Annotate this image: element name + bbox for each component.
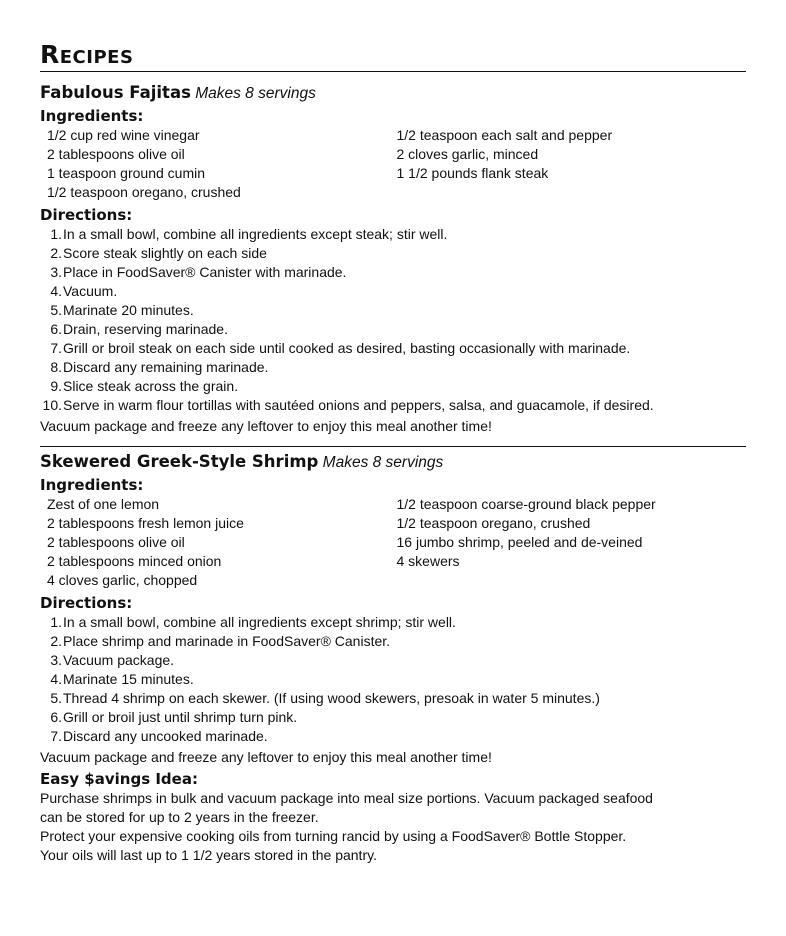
step-number: 7. xyxy=(50,340,62,356)
step-number: 6. xyxy=(50,321,62,337)
recipe-page xyxy=(40,40,746,865)
recipe-greek-shrimp xyxy=(40,452,746,767)
direction-step xyxy=(40,708,746,727)
ingredient-item: 4 cloves garlic, chopped xyxy=(47,572,198,588)
step-text: Serve in warm flour tortillas with sautéed onions and peppers, salsa, and guacamole, if desired. xyxy=(63,397,654,413)
ingredient-item: 2 tablespoons olive oil xyxy=(47,534,185,550)
step-text: Place shrimp and marinade in FoodSaver® Canister. xyxy=(63,633,391,649)
savings-idea xyxy=(40,769,746,865)
direction-step xyxy=(40,225,746,244)
direction-step xyxy=(40,727,746,746)
step-number: 10. xyxy=(42,397,62,413)
recipe-name: Skewered Greek-Style Shrimp xyxy=(40,452,319,471)
ingredients-column-right xyxy=(397,495,747,590)
ingredients-list xyxy=(47,126,746,202)
recipe-name: Fabulous Fajitas xyxy=(40,83,191,102)
direction-step xyxy=(40,651,746,670)
step-number: 4. xyxy=(50,671,62,687)
ingredient-item: 1/2 teaspoon coarse-ground black pepper xyxy=(396,496,656,512)
direction-step xyxy=(40,282,746,301)
ingredient-item: 1/2 teaspoon each salt and pepper xyxy=(396,127,613,143)
ingredient-item: 2 tablespoons olive oil xyxy=(47,146,185,162)
page-title: Recipes xyxy=(40,40,134,69)
ingredients-list xyxy=(47,495,746,590)
step-text: In a small bowl, combine all ingredients except steak; stir well. xyxy=(63,226,448,242)
recipe-servings: Makes 8 servings xyxy=(195,85,316,102)
direction-step xyxy=(40,632,746,651)
step-number: 8. xyxy=(50,359,62,375)
direction-step xyxy=(40,689,746,708)
step-text: Grill or broil steak on each side until cooked as desired, basting occasionally with marinade. xyxy=(63,340,631,356)
step-text: Score steak slightly on each side xyxy=(63,245,267,261)
recipe-servings: Makes 8 servings xyxy=(322,454,444,471)
step-text: Grill or broil just until shrimp turn pink. xyxy=(63,709,298,725)
ingredient-item: 1/2 cup red wine vinegar xyxy=(47,127,200,143)
ingredients-column-left xyxy=(47,495,397,590)
step-text: Thread 4 shrimp on each skewer. (If using wood skewers, presoak in water 5 minutes.) xyxy=(63,690,600,706)
step-number: 9. xyxy=(50,378,62,394)
ingredients-heading: Ingredients: xyxy=(40,476,144,494)
step-number: 5. xyxy=(50,690,62,706)
step-number: 1. xyxy=(50,226,62,242)
step-text: Slice steak across the grain. xyxy=(63,378,239,394)
direction-step xyxy=(40,339,746,358)
direction-step xyxy=(40,320,746,339)
title-divider xyxy=(40,71,746,72)
direction-step xyxy=(40,263,746,282)
ingredient-item: 1/2 teaspoon oregano, crushed xyxy=(47,184,241,200)
step-number: 4. xyxy=(50,283,62,299)
recipe-header xyxy=(40,452,746,473)
ingredient-item: Zest of one lemon xyxy=(47,496,160,512)
recipe-header xyxy=(40,83,746,104)
step-text: Marinate 20 minutes. xyxy=(63,302,194,318)
step-number: 2. xyxy=(50,245,62,261)
step-number: 2. xyxy=(50,633,62,649)
savings-line: can be stored for up to 2 years in the freezer. xyxy=(40,809,319,825)
directions-list xyxy=(40,225,746,415)
ingredient-item: 2 tablespoons fresh lemon juice xyxy=(47,515,244,531)
ingredient-item: 1 teaspoon ground cumin xyxy=(47,165,205,181)
direction-step xyxy=(40,244,746,263)
directions-heading: Directions: xyxy=(40,206,133,224)
savings-text xyxy=(40,789,746,865)
step-text: Marinate 15 minutes. xyxy=(63,671,194,687)
directions-heading: Directions: xyxy=(40,594,133,612)
savings-line: Protect your expensive cooking oils from turning rancid by using a FoodSaver® Bottle Stopper. xyxy=(40,828,627,844)
step-text: In a small bowl, combine all ingredients except shrimp; stir well. xyxy=(63,614,456,630)
step-number: 1. xyxy=(50,614,62,630)
savings-heading: Easy $avings Idea: xyxy=(40,770,198,788)
ingredient-item: 4 skewers xyxy=(396,553,460,569)
step-number: 6. xyxy=(50,709,62,725)
step-text: Drain, reserving marinade. xyxy=(63,321,228,337)
step-number: 3. xyxy=(50,652,62,668)
ingredients-column-right xyxy=(397,126,747,202)
directions-list xyxy=(40,613,746,746)
ingredient-item: 2 cloves garlic, minced xyxy=(396,146,539,162)
recipe-fajitas xyxy=(40,83,746,436)
step-number: 7. xyxy=(50,728,62,744)
step-number: 3. xyxy=(50,264,62,280)
direction-step xyxy=(40,358,746,377)
recipe-note: Vacuum package and freeze any leftover to enjoy this meal another time! xyxy=(40,749,492,765)
direction-step xyxy=(40,377,746,396)
recipe-divider xyxy=(40,446,746,447)
step-text: Discard any uncooked marinade. xyxy=(63,728,268,744)
savings-line: Purchase shrimps in bulk and vacuum package into meal size portions. Vacuum packaged seafood xyxy=(40,790,653,806)
direction-step xyxy=(40,613,746,632)
ingredients-column-left xyxy=(47,126,397,202)
step-number: 5. xyxy=(50,302,62,318)
step-text: Place in FoodSaver® Canister with marinade. xyxy=(63,264,347,280)
step-text: Vacuum package. xyxy=(63,652,175,668)
ingredient-item: 2 tablespoons minced onion xyxy=(47,553,222,569)
ingredients-heading: Ingredients: xyxy=(40,107,144,125)
step-text: Discard any remaining marinade. xyxy=(63,359,269,375)
ingredient-item: 16 jumbo shrimp, peeled and de-veined xyxy=(396,534,643,550)
direction-step xyxy=(40,670,746,689)
ingredient-item: 1/2 teaspoon oregano, crushed xyxy=(396,515,591,531)
savings-line: Your oils will last up to 1 1/2 years stored in the pantry. xyxy=(40,847,377,863)
direction-step xyxy=(40,396,746,415)
step-text: Vacuum. xyxy=(63,283,118,299)
recipe-note: Vacuum package and freeze any leftover to enjoy this meal another time! xyxy=(40,418,492,434)
ingredient-item: 1 1/2 pounds flank steak xyxy=(396,165,549,181)
direction-step xyxy=(40,301,746,320)
